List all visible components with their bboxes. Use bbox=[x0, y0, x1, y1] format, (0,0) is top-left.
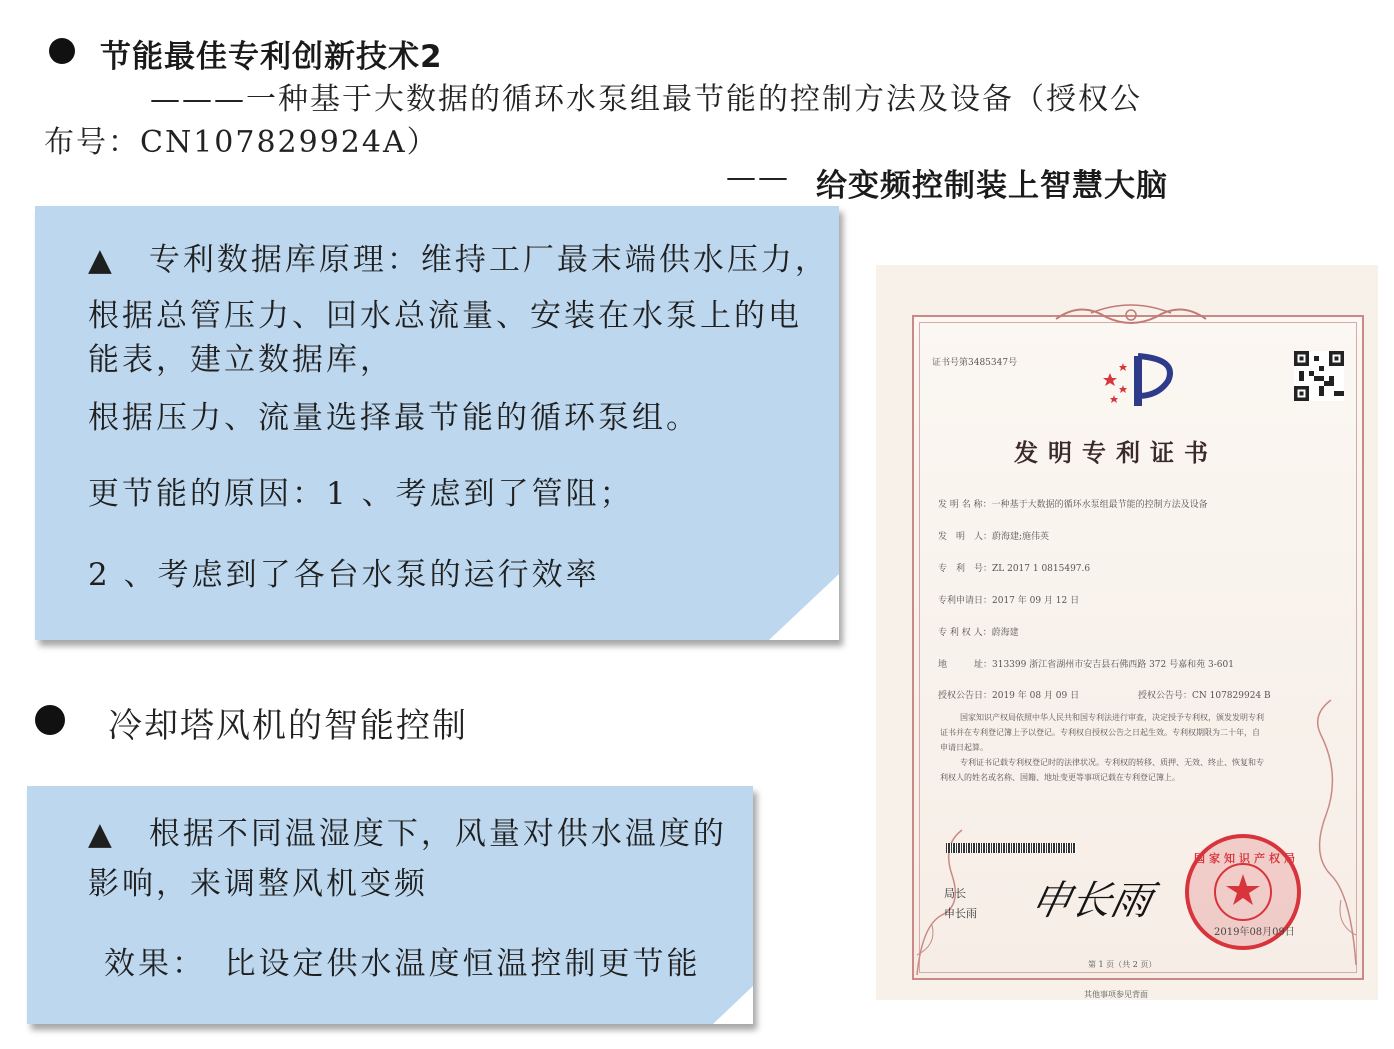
director-label: 局长 bbox=[944, 887, 966, 900]
ornament-icon bbox=[1051, 299, 1211, 329]
cert-body-4: 专利证书记载专利权登记时的法律状况。专利权的转移、质押、无效、终止、恢复和专 bbox=[960, 758, 1264, 767]
bullet-icon bbox=[35, 705, 65, 735]
cert-field-pub-no: 授权公告号：CN 107829924 B bbox=[1138, 691, 1271, 701]
slogan-dash: —— bbox=[726, 160, 790, 195]
section2-heading: 冷却塔风机的智能控制 bbox=[108, 706, 468, 746]
cert-field-patent-no: 专 利 号：ZL 2017 1 0815497.6 bbox=[938, 564, 1091, 574]
section1-heading: 节能最佳专利创新技术2 bbox=[100, 39, 443, 75]
cert-field-owner: 专 利 权 人：蔚海建 bbox=[938, 628, 1019, 638]
note1-line5: 更节能的原因：1 、考虑到了管阻； bbox=[88, 476, 634, 512]
seal-date: 2019年08月09日 bbox=[1214, 927, 1295, 938]
slogan: 给变频控制装上智慧大脑 bbox=[816, 168, 1168, 204]
certificate-title: 发明专利证书 bbox=[1014, 438, 1218, 467]
page-curl-icon bbox=[713, 986, 753, 1024]
page-curl-icon bbox=[769, 574, 839, 640]
director-name: 申长雨 bbox=[944, 907, 977, 920]
cert-field-address: 地 址：313399 浙江省湖州市安吉县石佛西路 372 号嘉和苑 3-601 bbox=[938, 660, 1234, 670]
barcode-icon bbox=[946, 843, 1076, 853]
cert-field-name: 发 明 名 称：一种基于大数据的循环水泵组最节能的控制方法及设备 bbox=[938, 500, 1208, 510]
cert-field-inventor: 发 明 人：蔚海建;施伟英 bbox=[938, 532, 1050, 542]
section1-subtitle-line1: ———一种基于大数据的循环水泵组最节能的控制方法及设备（授权公 bbox=[150, 82, 1142, 117]
cert-footer: 其他事项参见背面 bbox=[1084, 990, 1148, 999]
patent-office-logo-icon bbox=[1098, 351, 1180, 411]
cert-field-apply-date: 专利申请日：2017 年 09 月 12 日 bbox=[938, 596, 1080, 606]
cert-body-2: 证书并在专利登记簿上予以登记。专利权自授权公告之日起生效。专利权期限为二十年，自 bbox=[940, 728, 1260, 737]
page-number: 第 1 页（共 2 页） bbox=[1088, 960, 1157, 969]
note1-line1: ▲ 专利数据库原理：维持工厂最末端供水压力， bbox=[88, 242, 829, 278]
note2-line3: 效果： 比设定供水温度恒温控制更节能 bbox=[104, 946, 701, 982]
patent-certificate-image bbox=[876, 265, 1378, 1000]
note1-line2: 根据总管压力、回水总流量、安装在水泵上的电 bbox=[88, 298, 802, 334]
cert-number: 证书号第3485347号 bbox=[932, 358, 1018, 368]
signature: 申长雨 bbox=[1026, 878, 1157, 924]
cert-body-3: 申请日起算。 bbox=[940, 743, 988, 752]
note1-line3: 能表，建立数据库， bbox=[88, 342, 394, 378]
section1-subtitle-line2: 布号：CN107829924A） bbox=[44, 125, 439, 160]
bullet-icon bbox=[49, 38, 75, 64]
cert-body-5: 利权人的姓名或名称、国籍、地址变更等事项记载在专利登记簿上。 bbox=[940, 773, 1180, 782]
note1-line6: 2 、考虑到了各台水泵的运行效率 bbox=[88, 557, 600, 593]
note1-line4: 根据压力、流量选择最节能的循环泵组。 bbox=[88, 400, 700, 436]
note2-line1: ▲ 根据不同温湿度下，风量对供水温度的 bbox=[88, 816, 727, 852]
note2-line2: 影响，来调整风机变频 bbox=[88, 866, 428, 902]
qr-code-icon bbox=[1294, 351, 1344, 401]
cert-field-grant-date: 授权公告日：2019 年 08 月 09 日 bbox=[938, 691, 1080, 701]
side-ornament-icon bbox=[1301, 695, 1361, 975]
cert-body-1: 国家知识产权局依照中华人民共和国专利法进行审查，决定授予专利权，颁发发明专利 bbox=[960, 713, 1264, 722]
seal-text: 国家知识产权局 bbox=[1194, 852, 1299, 865]
